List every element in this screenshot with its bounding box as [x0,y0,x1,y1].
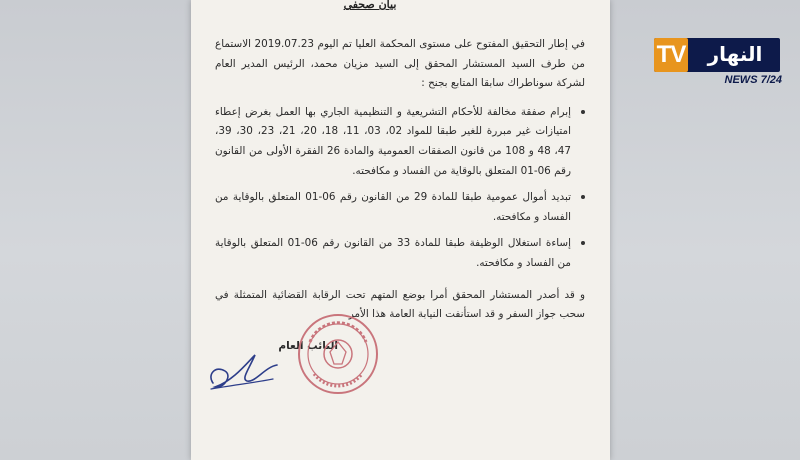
document-body [215,35,585,325]
bullet-icon [581,241,585,245]
signature-icon [203,345,283,395]
document-title: بيان صحفي [343,0,397,10]
official-seal-icon [296,312,380,396]
bullet-icon [581,195,585,199]
charges-list [215,103,585,274]
charge-text: إساءة استغلال الوظيفة طبقا للمادة 33 من القانون رقم 06-01 المتعلق بالوقاية من الفساد و مكافحته. [215,237,571,269]
intro-paragraph: في إطار التحقيق المفتوح على مستوى المحكمة العليا تم اليوم 2019.07.23 الاستماع من طرف السيد المستشار المحقق إلى السيد مزيان محمد، الرئيس المدير العام لشركة سوناطراك سابقا المتابع بجنح : [215,38,585,90]
charge-text: إبرام صفقة مخالفة للأحكام التشريعية و التنظيمية الجاري بها العمل بغرض إعطاء امتيازات غير مبررة للغير طبقا للمواد 02، 03، 11، 18، 20، 21، 23، 30، 39، 47، 48 و 108 من قانون الصفقات العمومية والمادة 26 الفقرة الأولى من القانون رقم 06-01 المتعلق بالوقاية من الفساد و مكافحته. [215,105,571,177]
list-item [215,188,585,227]
signatory-title: النائب العام [278,340,338,352]
logo-channel-name: النهار [707,42,763,66]
list-item [215,103,585,181]
logo-tagline: NEWS 7/24 [724,74,782,86]
closing-paragraph: و قد أصدر المستشار المحقق أمرا بوضع المتهم تحت الرقابة القضائية المتمثلة في سحب جواز السفر و قد استأنفت النيابة العامة هذا الأمر. [215,288,585,321]
logo-tv-badge: TV [654,38,688,72]
charge-text: تبديد أموال عمومية طبقا للمادة 29 من القانون رقم 06-01 المتعلق بالوقاية من الفساد و مكافحته. [215,191,571,223]
list-item [215,234,585,273]
bullet-icon [581,110,585,114]
